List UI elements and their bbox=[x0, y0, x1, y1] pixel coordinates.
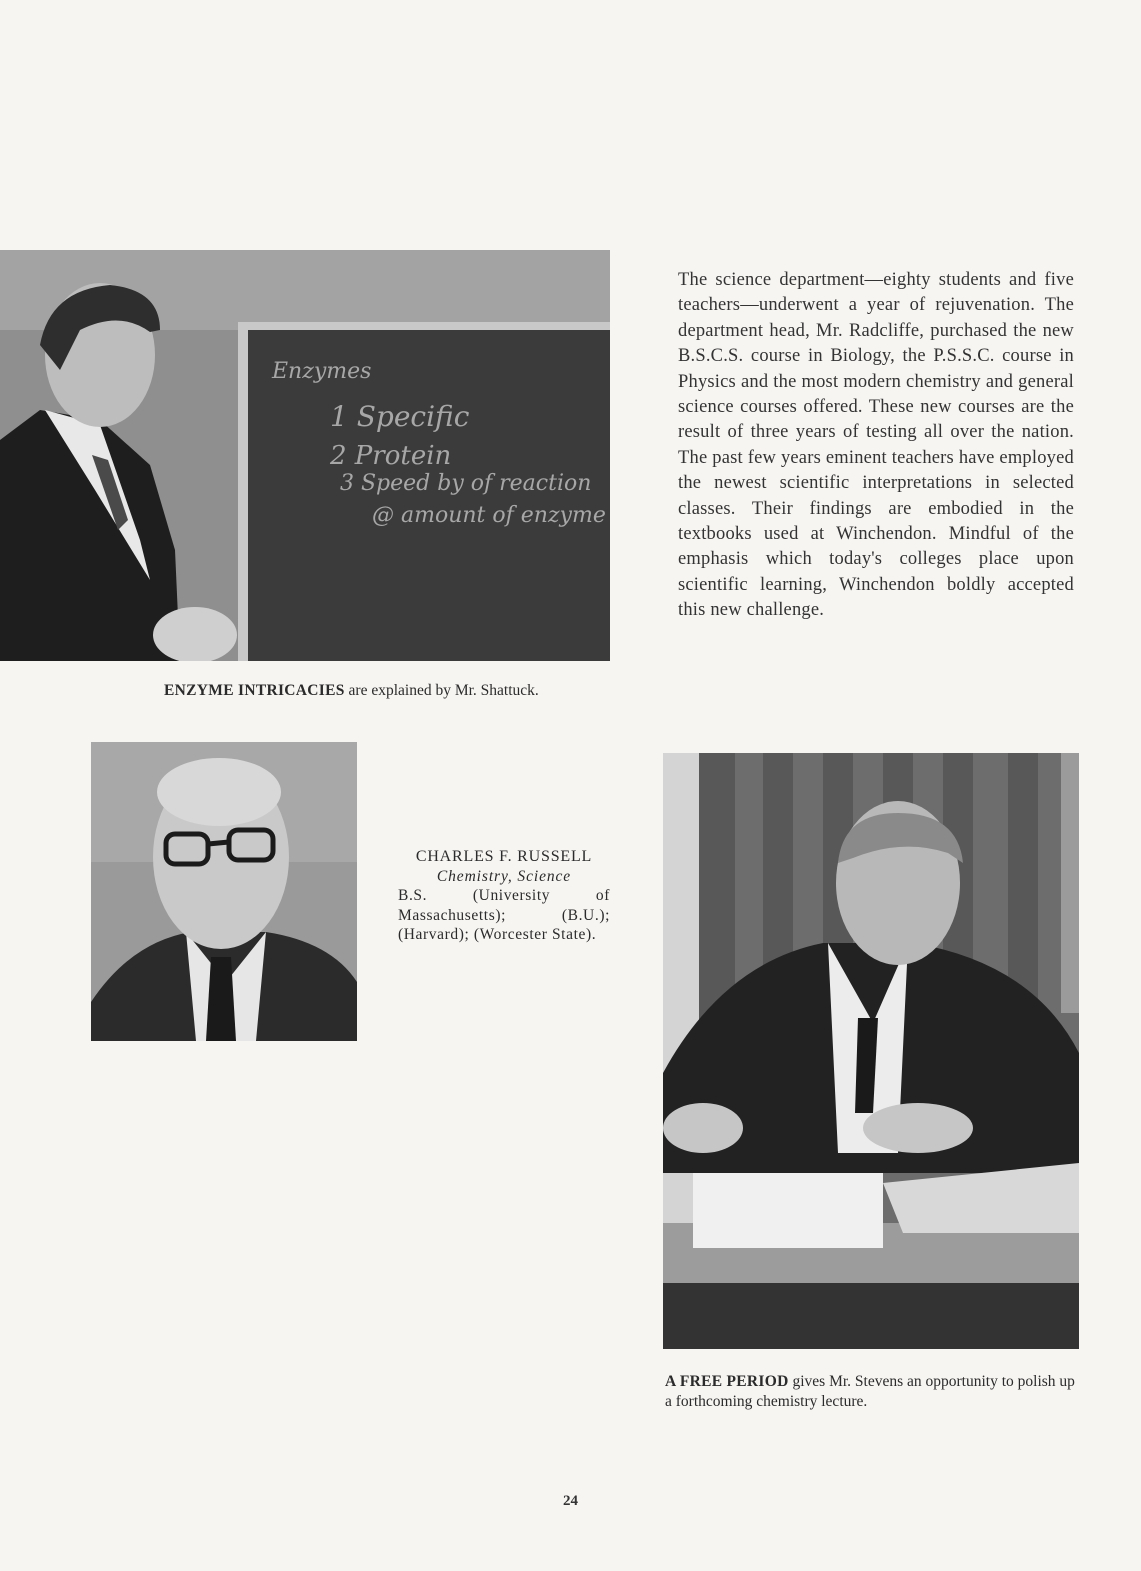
faculty-subject: Chemistry, Science bbox=[436, 867, 572, 885]
blackboard-line: 2 Protein bbox=[330, 441, 452, 471]
faculty-bio bbox=[398, 847, 610, 945]
caption-text: are explained by Mr. Shattuck. bbox=[344, 682, 539, 699]
article-body: The science department—eighty students and five teachers—underwent a year of rejuvenation. The department head, Mr. Radcliffe, purchased the new B.S.C.S. course in Biology, the P.S.S.C. course in Physics and the most modern chemistry and general science courses offered. These new courses are the result of three years of testing all over the nation. The past few years eminent teachers have employed the newest scientific interpretations in selected classes. Their findings are embodied in the textbooks used at Winchendon. Mindful of the emphasis which today's colleges place upon scientific learning, Winchendon boldly accepted this new challenge. bbox=[678, 270, 1074, 621]
blackboard-line: Enzymes bbox=[272, 359, 372, 384]
faculty-degrees: B.S. (University of Massachusetts); (B.U.); (Harvard); (Worcester State). bbox=[398, 887, 610, 943]
page-number: 24 bbox=[563, 1493, 578, 1509]
enzyme-photo bbox=[0, 250, 610, 661]
faculty-name: CHARLES F. RUSSELL bbox=[415, 848, 593, 865]
caption-text: gives Mr. Stevens an opportunity to polish up a forthcoming chemistry lecture. bbox=[665, 1373, 1075, 1410]
caption-lead: ENZYME INTRICACIES bbox=[164, 682, 345, 699]
stevens-photo bbox=[663, 753, 1079, 1349]
stevens-caption bbox=[665, 1372, 1077, 1412]
blackboard-line: 1 Specific bbox=[330, 400, 470, 433]
caption-lead: A FREE PERIOD bbox=[665, 1373, 789, 1390]
blackboard-line: 3 Speed by of reaction bbox=[340, 471, 592, 496]
russell-portrait bbox=[91, 742, 357, 1041]
enzyme-caption bbox=[164, 682, 539, 700]
blackboard-line: @ amount of enzyme bbox=[372, 503, 606, 528]
